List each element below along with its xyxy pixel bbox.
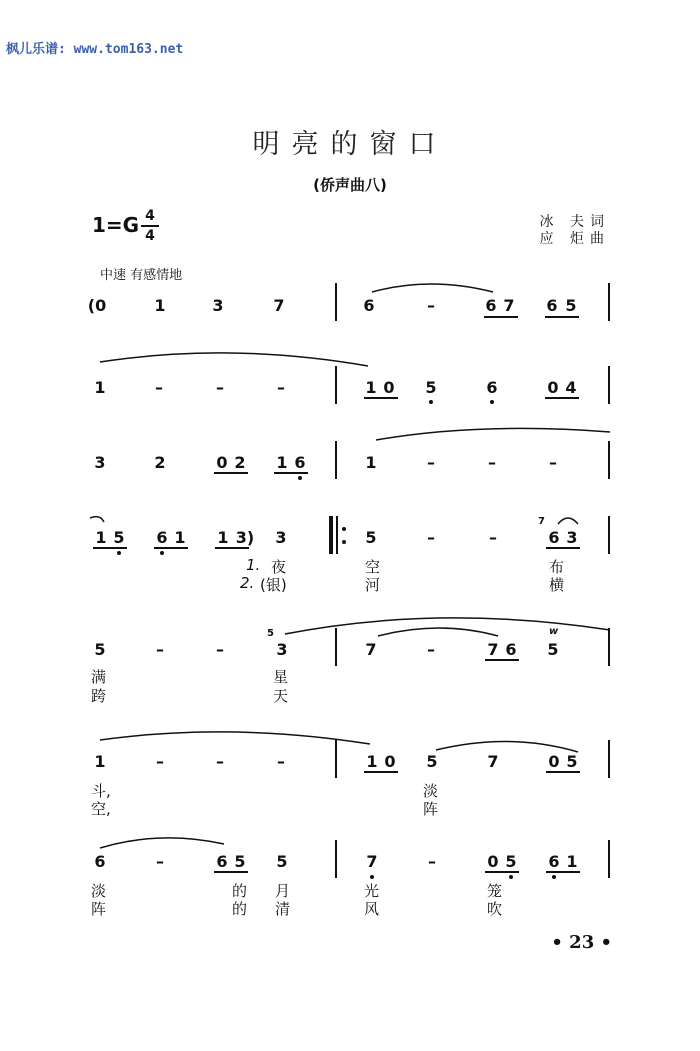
note: 1 bbox=[365, 378, 377, 397]
repeat-barline bbox=[336, 516, 338, 554]
note: 0 bbox=[487, 852, 499, 871]
note: 3) bbox=[235, 528, 255, 547]
barline bbox=[608, 740, 610, 778]
lyric: 清 bbox=[275, 900, 291, 918]
lyric: 月 bbox=[275, 882, 291, 900]
barline bbox=[335, 366, 337, 404]
note: 1 bbox=[154, 296, 166, 315]
note: 7 bbox=[503, 296, 515, 315]
note: 2 bbox=[234, 453, 246, 472]
note: 1 bbox=[95, 528, 107, 547]
low-octave-dot bbox=[552, 875, 556, 879]
underline bbox=[364, 397, 398, 399]
note: 6 bbox=[486, 378, 498, 397]
lyric: 笼 bbox=[487, 882, 503, 900]
note: 4 bbox=[565, 378, 577, 397]
note: 3 bbox=[276, 640, 288, 659]
note: 5 bbox=[547, 640, 559, 659]
slur bbox=[436, 741, 578, 752]
lyric: 的 bbox=[232, 900, 248, 918]
note: 0 bbox=[384, 752, 396, 771]
verse-number: 2. bbox=[240, 574, 255, 592]
note: (0 bbox=[87, 296, 107, 315]
barline bbox=[608, 441, 610, 479]
barline bbox=[335, 441, 337, 479]
note: – bbox=[277, 378, 285, 397]
note: 6 bbox=[485, 296, 497, 315]
slur bbox=[558, 518, 578, 524]
tempo-marking: 中速 有感情地 bbox=[100, 268, 183, 283]
lyric: 风 bbox=[364, 900, 380, 918]
note: – bbox=[489, 528, 497, 547]
underline bbox=[485, 871, 519, 873]
lyricist: 冰 夫词 bbox=[539, 214, 610, 230]
slur bbox=[100, 353, 368, 366]
note: 5 bbox=[505, 852, 517, 871]
lyric: (银) bbox=[260, 576, 287, 594]
note: – bbox=[156, 752, 164, 771]
lyric: 阵 bbox=[423, 800, 439, 818]
note: 7 bbox=[365, 640, 377, 659]
note: – bbox=[427, 453, 435, 472]
low-octave-dot bbox=[117, 551, 121, 555]
low-octave-dot bbox=[490, 400, 494, 404]
note: 7 bbox=[487, 640, 499, 659]
time-signature bbox=[141, 209, 159, 243]
lyric: 星 bbox=[273, 668, 289, 686]
note: – bbox=[155, 378, 163, 397]
lyric: 跨 bbox=[91, 687, 107, 705]
underline bbox=[214, 871, 248, 873]
page-number: • 23 • bbox=[551, 932, 612, 953]
note: – bbox=[156, 640, 164, 659]
repeat-dot bbox=[342, 540, 346, 544]
note: 5 bbox=[566, 752, 578, 771]
lyric: 淡 bbox=[91, 882, 107, 900]
lyric: 空 bbox=[365, 558, 381, 576]
note: 6 bbox=[548, 528, 560, 547]
underline bbox=[154, 547, 188, 549]
lyric: 布 bbox=[549, 558, 565, 576]
key-signature: 1=G bbox=[92, 213, 140, 237]
note: 6 bbox=[216, 852, 228, 871]
underline bbox=[546, 547, 580, 549]
underline bbox=[546, 871, 580, 873]
note: 0 bbox=[383, 378, 395, 397]
note: 5 bbox=[565, 296, 577, 315]
lyric: 阵 bbox=[91, 900, 107, 918]
verse-number: 1. bbox=[246, 556, 261, 574]
note: 6 bbox=[294, 453, 306, 472]
lyric: 横 bbox=[549, 576, 565, 594]
note: 6 bbox=[546, 296, 558, 315]
underline bbox=[93, 547, 127, 549]
note: 3 bbox=[212, 296, 224, 315]
lyric: 吹 bbox=[487, 900, 503, 918]
note: 5 bbox=[276, 852, 288, 871]
repeat-barline bbox=[329, 516, 333, 554]
slur bbox=[372, 284, 493, 292]
note: – bbox=[427, 296, 435, 315]
note: 7 bbox=[273, 296, 285, 315]
low-octave-dot bbox=[160, 551, 164, 555]
barline bbox=[608, 840, 610, 878]
song-subtitle: (侨声曲八) bbox=[313, 176, 387, 194]
note: – bbox=[277, 752, 285, 771]
lyric: 满 bbox=[91, 668, 107, 686]
note: 3 bbox=[94, 453, 106, 472]
note: 5 bbox=[426, 752, 438, 771]
barline bbox=[335, 740, 337, 778]
note: – bbox=[216, 378, 224, 397]
underline bbox=[364, 771, 398, 773]
watermark: 枫儿乐谱: www.tom163.net bbox=[6, 42, 184, 57]
slur bbox=[100, 732, 370, 744]
note: 5 bbox=[94, 640, 106, 659]
note: – bbox=[156, 852, 164, 871]
note: 0 bbox=[547, 378, 559, 397]
barline bbox=[608, 366, 610, 404]
note: – bbox=[427, 640, 435, 659]
underline bbox=[485, 659, 519, 661]
note: 7 bbox=[366, 852, 378, 871]
low-octave-dot bbox=[509, 875, 513, 879]
note: 6 bbox=[94, 852, 106, 871]
time-signature-bottom: 4 bbox=[145, 228, 155, 244]
repeat-dot bbox=[342, 527, 346, 531]
note: 5 bbox=[365, 528, 377, 547]
lyric: 淡 bbox=[423, 782, 439, 800]
note: 1 bbox=[174, 528, 186, 547]
note: 7 bbox=[487, 752, 499, 771]
underline bbox=[215, 547, 249, 549]
slur bbox=[285, 618, 610, 634]
note: 2 bbox=[154, 453, 166, 472]
credits bbox=[540, 214, 610, 248]
note: – bbox=[427, 528, 435, 547]
slur bbox=[90, 517, 104, 522]
note: 1 bbox=[566, 852, 578, 871]
underline bbox=[214, 472, 248, 474]
note: 3 bbox=[275, 528, 287, 547]
note: – bbox=[488, 453, 496, 472]
slur bbox=[376, 428, 610, 440]
note: 6 bbox=[363, 296, 375, 315]
underline bbox=[546, 771, 580, 773]
note: 1 bbox=[366, 752, 378, 771]
lyric: 夜 bbox=[271, 558, 287, 576]
note: 1 bbox=[94, 752, 106, 771]
note: 0 bbox=[548, 752, 560, 771]
grace-note: 5 bbox=[267, 628, 274, 639]
lyric: 河 bbox=[365, 576, 381, 594]
barline bbox=[335, 840, 337, 878]
barline bbox=[608, 628, 610, 666]
note: 1 bbox=[365, 453, 377, 472]
note: – bbox=[549, 453, 557, 472]
note: 1 bbox=[217, 528, 229, 547]
underline bbox=[484, 316, 518, 318]
note: 5 bbox=[425, 378, 437, 397]
song-title: 明亮的窗口 bbox=[252, 129, 448, 160]
lyric: 空, bbox=[91, 800, 111, 818]
note: 6 bbox=[548, 852, 560, 871]
note: 3 bbox=[566, 528, 578, 547]
grace-note: 7 bbox=[538, 516, 545, 527]
lyric: 斗, bbox=[91, 782, 111, 800]
underline bbox=[274, 472, 308, 474]
barline bbox=[608, 283, 610, 321]
lyric: 天 bbox=[273, 687, 289, 705]
note: – bbox=[428, 852, 436, 871]
note: 6 bbox=[156, 528, 168, 547]
low-octave-dot bbox=[298, 476, 302, 480]
note: 1 bbox=[276, 453, 288, 472]
time-signature-top: 4 bbox=[145, 208, 155, 224]
underline bbox=[545, 316, 579, 318]
barline bbox=[335, 283, 337, 321]
note: – bbox=[216, 752, 224, 771]
mordent-ornament: w bbox=[549, 626, 559, 637]
composer: 应 炬曲 bbox=[539, 231, 610, 247]
barline bbox=[335, 628, 337, 666]
low-octave-dot bbox=[370, 875, 374, 879]
lyric: 光 bbox=[364, 882, 380, 900]
slur bbox=[378, 628, 498, 636]
slur bbox=[100, 838, 224, 848]
note: 1 bbox=[94, 378, 106, 397]
note: 5 bbox=[234, 852, 246, 871]
note: 5 bbox=[113, 528, 125, 547]
underline bbox=[545, 397, 579, 399]
note: – bbox=[216, 640, 224, 659]
note: 6 bbox=[505, 640, 517, 659]
low-octave-dot bbox=[429, 400, 433, 404]
note: 0 bbox=[216, 453, 228, 472]
barline bbox=[608, 516, 610, 554]
lyric: 的 bbox=[232, 882, 248, 900]
